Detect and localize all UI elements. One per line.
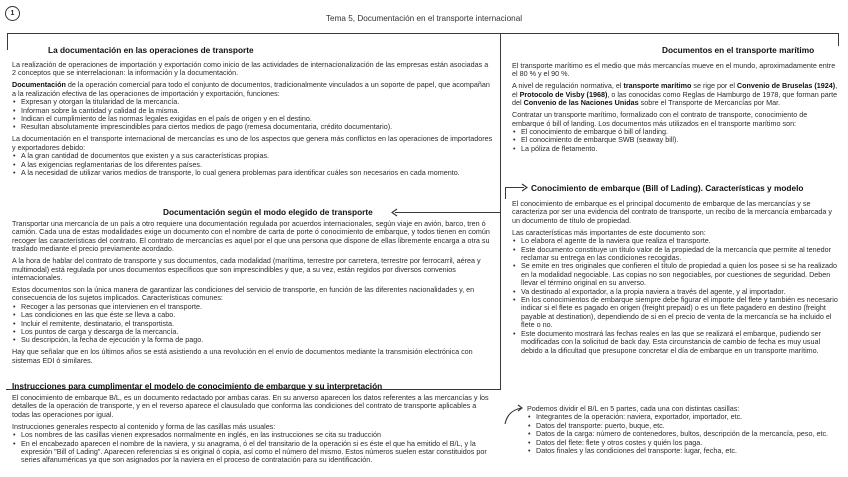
list-item: • Indican el cumplimiento de las normas legales exigidas en el país de origen y en el destino. — [12, 115, 494, 123]
paragraph — [512, 82, 838, 107]
text: , o las conocidas como Reglas de Hamburgo de 1978, que forman parte del — [512, 89, 838, 108]
bullet-list — [12, 431, 494, 465]
section-body — [12, 220, 494, 365]
text: , el — [512, 81, 838, 99]
list-item: • Su descripción, la fecha de ejecución y la forma de pago. — [12, 336, 494, 344]
bullet-list — [512, 237, 838, 355]
list-item: • Los nombres de las casillas vienen expresados normalmente en inglés, en las instrucciones se cita su traducción — [12, 431, 494, 439]
list-item: • Los puntos de carga y descarga de la mercancía. — [12, 328, 494, 336]
term: Convenio de las Naciones Unidas — [523, 98, 639, 108]
list-item: • Integrantes de la operación: naviera, exportador, importador, etc. — [527, 413, 838, 421]
text: de la operación comercial para todo el conjunto de documentos, tradicionalmente vinculados a un soporte de papel, que acompañan a la realización efectiva de las operaciones de importación y exportación, funciones: — [12, 80, 490, 98]
bullet-list — [12, 98, 494, 132]
text: sobre el Transporte de Mercancías por Mar. — [638, 98, 781, 108]
paragraph: Instrucciones generales respecto al contenido y forma de las casillas más usuales: — [12, 421, 276, 431]
section-heading: La documentación en las operaciones de transporte — [48, 45, 254, 55]
list-item: • La póliza de fletamento. — [512, 145, 838, 153]
paragraph: El conocimiento de embarque B/L, es un documento redactado por ambas caras. En su anverso aparecen los datos referentes a las mercancías y los detalles de la operación de transporte, y en el reverso aparece el clausulado que conforma las condiciones del contrato de transporte aplicables a todas las operaciones por igual. — [12, 393, 489, 419]
paragraph: Las características más importantes de este documento son: — [512, 227, 706, 237]
paragraph: Transportar una mercancía de un país a otro requiere una documentación regulada por acuerdos internacionales, según viaje en avión, barco, tren ó camión. Cada una de estas modalidades exige un documento con el nombre de carta de porte ó conocimiento de embarque, y todos tienen en común recoger las características del contrato. El contrato de mercancías es aquel por el que una persona que dispone de ellas libremente encarga a otra su traslado mediante el precio previamente acordado. — [12, 219, 490, 254]
list-item: • Datos de la carga: número de contenedores, bultos, descripción de la mercancía, peso, etc. — [527, 430, 838, 438]
paragraph: A la hora de hablar del contrato de transporte y sus documentos, cada modalidad (marítima, terrestre por carretera, terrestre por ferrocarril, aérea y multimodal) está regulada por unos documentos específicos que son imprescindibles y que, a su vez, están regidos por diversos convenios internacionales. — [12, 256, 481, 283]
list-item: • Va destinado al exportador, a la propia naviera a través del agente, y al importador. — [512, 288, 838, 296]
text: se rige por el — [691, 81, 737, 91]
list-item: • Informan sobre la cantidad y calidad de la misma. — [12, 107, 494, 115]
list-item: • Expresan y otorgan la titularidad de la mercancía. — [12, 98, 494, 106]
section-body — [512, 62, 838, 153]
term: Protocolo de Visby (1968) — [519, 89, 608, 99]
bullet-list — [527, 413, 838, 455]
connector-line — [7, 33, 839, 34]
paragraph: Podemos dividir el B/L en 5 partes, cada una con distintas casillas: — [527, 404, 740, 413]
term: transporte marítimo — [623, 81, 692, 91]
arrow-icon — [390, 208, 399, 217]
term: Convenio de Bruselas (1924) — [736, 81, 836, 91]
list-item: • Datos del transporte: puerto, buque, etc. — [527, 422, 838, 430]
connector-line — [500, 33, 501, 389]
connector-line — [7, 33, 8, 50]
section-body — [527, 405, 838, 455]
section-body — [12, 61, 494, 177]
term: Documentación — [12, 80, 66, 90]
paragraph: El conocimiento de embarque es el principal documento de embarque de las mercancías y se caracteriza por ser una evidencia del contrato de transporte, un recibo de la mercancía embarcada y un documento de título de propiedad. — [512, 199, 833, 225]
bullet-list — [12, 303, 494, 345]
section-heading: Documentos en el transporte marítimo — [662, 45, 815, 55]
paragraph: Estos documentos son la única manera de garantizar las condiciones del servicio de transporte, en función de las diferentes nacionalidades y, en consecuencia de los sujetos implicados. Características comunes: — [12, 285, 475, 303]
list-item: • Se emite en tres originales que confieren el título de propiedad a quien los posee si se ha realizado en la modalidad negociable. Las copias no son negociables, por cuestiones de seguridad. Deben llevar el término original en su anverso. — [512, 262, 838, 287]
list-item: • El conocimiento de embarque ó bill of landing. — [512, 128, 838, 136]
list-item: • En los conocimientos de embarque siempre debe figurar el importe del flete y también es necesario indicar si el flete es pagado en origen (freight prepaid) o es un flete pagadero en destino (freight payable at destination), dependiendo de si en el precio de venta de la mercancía se ha incluido el flete o no. — [512, 296, 838, 330]
bullet-list — [12, 152, 494, 177]
paragraph: Hay que señalar que en los últimos años se está asistiendo a una revolución en el envío de documentos mediante la transmisión electrónica con sistemas EDI ó similares. — [12, 347, 473, 365]
paragraph: El transporte marítimo es el medio que más mercancías mueve en el mundo, aproximadamente entre el 80 % y el 90 %. — [512, 61, 836, 79]
connector-line — [838, 33, 839, 46]
list-item: • Las condiciones en las que éste se lleva a cabo. — [12, 311, 494, 319]
page-title: Tema 5, Documentación en el transporte internacional — [325, 14, 523, 23]
list-item: • Este documento mostrará las fechas reales en las que se realizará el embarque, pudiendo ser modificadas con la solicitud de back day. Esta circunstancia de cambio de fecha es muy usual debido a la dificultad que presupone concretar el día de embarque en un transporte marítimo. — [512, 330, 838, 355]
list-item: • Este documento constituye un título valor de la propiedad de la mercancía que permite al tenedor reclamar su entrega en las condiciones recogidas. — [512, 246, 838, 263]
paragraph: La documentación en el transporte internacional de mercancías es uno de los aspectos que genera más conflictos en las operaciones de importadores y exportadores debido: — [12, 134, 493, 152]
connector-line — [505, 187, 506, 199]
connector-line — [395, 212, 501, 213]
section-body — [12, 394, 494, 465]
list-item: • A las exigencias reglamentarias de los diferentes países. — [12, 161, 494, 169]
list-item: • Datos finales y las condiciones del transporte: lugar, fecha, etc. — [527, 447, 838, 455]
paragraph: La realización de operaciones de importación y exportación como inicio de las actividades de internacionalización de las empresas están asociadas a 2 conceptos que se interrelacionan: la información y la documentación. — [12, 60, 489, 78]
list-item: • Lo elabora el agente de la naviera que realiza el transporte. — [512, 237, 838, 245]
list-item: • A la necesidad de utilizar varios medios de transporte, lo cual genera problemas para identificar cuáles son necesarios en cada momento. — [12, 169, 494, 177]
arrow-icon — [520, 183, 529, 192]
curved-arrow-icon — [502, 402, 528, 428]
list-item: • El conocimiento de embarque SWB (seaway bill). — [512, 136, 838, 144]
list-item: • A la gran cantidad de documentos que existen y a sus características propias. — [12, 152, 494, 160]
paragraph — [12, 81, 494, 98]
bullet-list — [512, 128, 838, 153]
list-item: • Incluir el remitente, destinatario, el transportista. — [12, 320, 494, 328]
list-item: • Datos del flete: flete y otros costes y quién los paga. — [527, 439, 838, 447]
section-heading: Instrucciones para cumplimentar el modelo de conocimiento de embarque y su interpretación — [12, 381, 383, 391]
list-item: • Resultan absolutamente imprescindibles para ciertos medios de pago (remesa documentaria, crédito documentario). — [12, 123, 494, 131]
list-item: • En el encabezado aparecen el nombre de la naviera, y su anagrama, ó el del transitario de la operación si es éste el que ha emitido el B/L, y la expresión "Bill of Lading". Aparecen referencias si es original ó copia, así como el número del mismo. Estos números suelen estar constituidos por series alfanuméricas ya que son asignados por la naviera en el proceso de contratación para su identificación. — [12, 440, 494, 465]
section-heading: Documentación según el modo elegido de transporte — [163, 207, 373, 217]
list-item: • Recoger a las personas que intervienen en el transporte. — [12, 303, 494, 311]
section-body — [512, 200, 838, 355]
text: A nivel de regulación normativa, el — [512, 81, 624, 91]
section-heading: Conocimiento de embarque (Bill of Lading). Características y modelo — [531, 183, 804, 193]
page-number-badge: 1 — [5, 6, 20, 21]
paragraph: Contratar un transporte marítimo, formalizado con el contrato de transporte, conocimiento de embarque ó bill of landing. Los documentos más utilizados en el transporte marítimo son: — [512, 110, 808, 128]
